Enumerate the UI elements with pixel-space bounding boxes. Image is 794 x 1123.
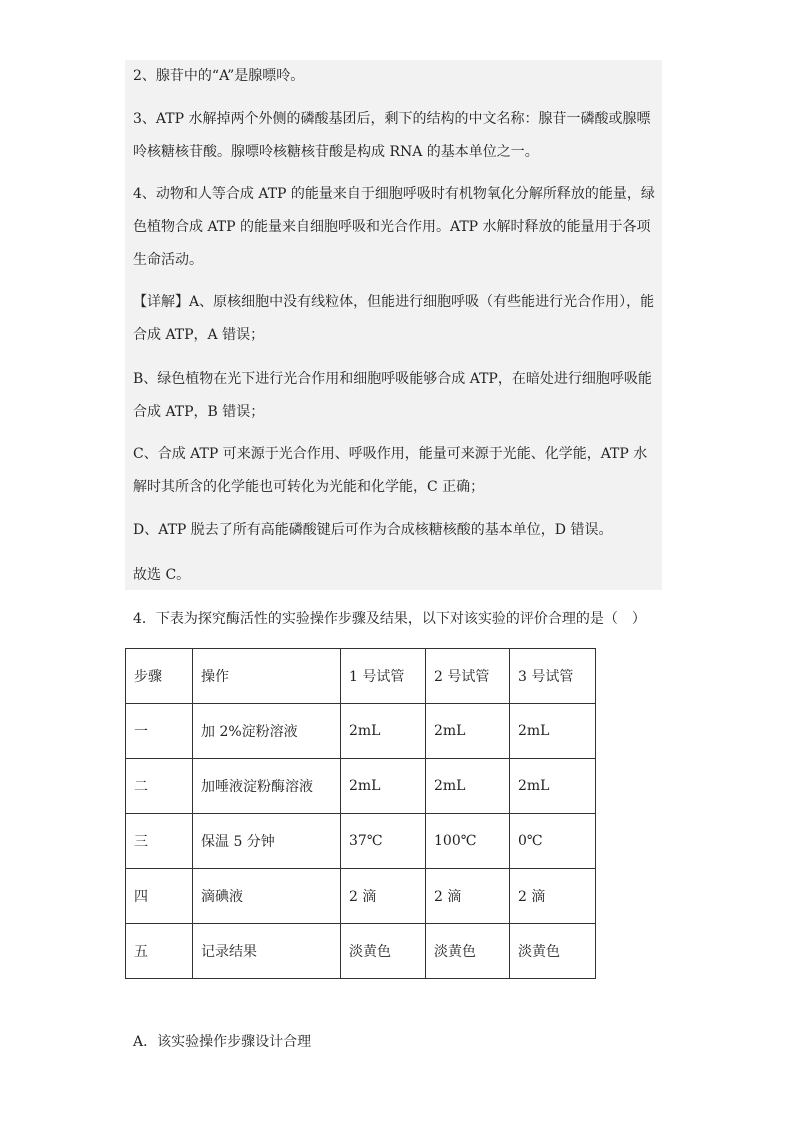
detail-paragraph: 【详解】A、原核细胞中没有线粒体，但能进行细胞呼吸（有些能进行光合作用），能合成 ATP，A 错误； bbox=[133, 294, 655, 343]
detail-paragraph: D、ATP 脱去了所有高能磷酸键后可作为合成核糖核酸的基本单位，D 错误。 bbox=[133, 522, 613, 538]
table-cell: 0℃ bbox=[510, 814, 596, 869]
table-cell: 2mL bbox=[510, 704, 596, 759]
experiment-table bbox=[125, 648, 596, 979]
table-cell: 2mL bbox=[510, 759, 596, 814]
table-cell: 二 bbox=[126, 759, 193, 814]
table-cell: 四 bbox=[126, 869, 193, 924]
header-cell: 操作 bbox=[193, 649, 341, 704]
table-row bbox=[126, 924, 596, 979]
detail-paragraph: B、绿色植物在光下进行光合作用和细胞呼吸能够合成 ATP，在暗处进行细胞呼吸能合成 ATP，B 错误； bbox=[133, 371, 652, 420]
option-a: A．该实验操作步骤设计合理 bbox=[133, 1034, 312, 1050]
table-row bbox=[126, 759, 596, 814]
answer-line: 故选 C。 bbox=[133, 567, 191, 583]
table-cell: 加 2%淀粉溶液 bbox=[193, 704, 341, 759]
table-cell: 2 滴 bbox=[341, 869, 426, 924]
table-header-row bbox=[126, 649, 596, 704]
question-stem: 4．下表为探究酶活性的实验操作步骤及结果，以下对该实验的评价合理的是（ ） bbox=[133, 611, 646, 627]
table-cell: 100℃ bbox=[426, 814, 510, 869]
table-cell: 2mL bbox=[426, 704, 510, 759]
table-cell: 2mL bbox=[426, 759, 510, 814]
table-cell: 2 滴 bbox=[510, 869, 596, 924]
table-cell: 2mL bbox=[341, 704, 426, 759]
table-cell: 2 滴 bbox=[426, 869, 510, 924]
analysis-paragraph: 2、腺苷中的“A”是腺嘌呤。 bbox=[133, 68, 305, 84]
header-cell: 步骤 bbox=[126, 649, 193, 704]
header-cell: 1 号试管 bbox=[341, 649, 426, 704]
table-row bbox=[126, 869, 596, 924]
table-cell: 淡黄色 bbox=[341, 924, 426, 979]
table-row bbox=[126, 814, 596, 869]
header-cell: 3 号试管 bbox=[510, 649, 596, 704]
table-cell: 淡黄色 bbox=[510, 924, 596, 979]
table-cell: 淡黄色 bbox=[426, 924, 510, 979]
analysis-paragraph: 3、ATP 水解掉两个外侧的磷酸基团后，剩下的结构的中文名称：腺苷一磷酸或腺嘌呤核糖核苷酸。腺嘌呤核糖核苷酸是构成 RNA 的基本单位之一。 bbox=[133, 111, 651, 160]
table-cell: 保温 5 分钟 bbox=[193, 814, 341, 869]
table-cell: 2mL bbox=[341, 759, 426, 814]
table-row bbox=[126, 704, 596, 759]
table-cell: 记录结果 bbox=[193, 924, 341, 979]
table-cell: 滴碘液 bbox=[193, 869, 341, 924]
analysis-paragraph: 4、动物和人等合成 ATP 的能量来自于细胞呼吸时有机物氧化分解所释放的能量，绿色植物合成 ATP 的能量来自细胞呼吸和光合作用。ATP 水解时释放的能量用于各项生命活动。 bbox=[133, 186, 655, 268]
table-cell: 五 bbox=[126, 924, 193, 979]
detail-paragraph: C、合成 ATP 可来源于光合作用、呼吸作用，能量可来源于光能、化学能，ATP 水解时其所含的化学能也可转化为光能和化学能，C 正确； bbox=[133, 446, 648, 495]
table-cell: 三 bbox=[126, 814, 193, 869]
header-cell: 2 号试管 bbox=[426, 649, 510, 704]
table-cell: 加唾液淀粉酶溶液 bbox=[193, 759, 341, 814]
table-cell: 37℃ bbox=[341, 814, 426, 869]
table-cell: 一 bbox=[126, 704, 193, 759]
